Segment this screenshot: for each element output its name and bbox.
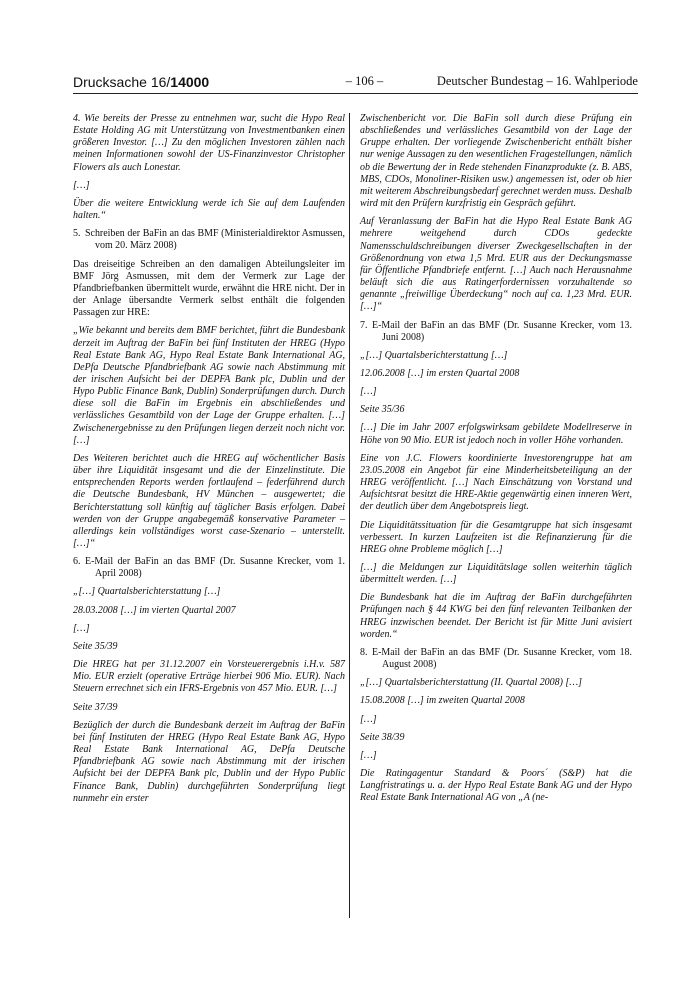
- doc-num-a: 16/: [150, 74, 171, 90]
- quoted-paragraph: […]: [73, 622, 90, 634]
- quoted-paragraph: Zwischenbericht vor. Die BaFin soll durch diese Prüfung ein abschließendes und verlässliches Gesamtbild von der Lage der Gruppe erhalten. Der vorliegende Zwischenbericht enthält bisher nur wenige Aussagen zu den wesentlichen Fragestellungen, nämlich ob die Bewertung der in Rede stehenden Finanzprodukte (z. B. ABS, MBS, CDOs, Monoliner-Risiken usw.) angemessen ist, oder ob hier mit weiterem Abschreibungsbedarf gerechnet werden muss. Deshalb wird mit den Prüfern kurzfristig ein Gespräch geführt.: [360, 113, 632, 210]
- item-number: 8.: [360, 646, 368, 658]
- quoted-paragraph: […]: [360, 749, 377, 761]
- page-header: [73, 74, 638, 92]
- quoted-paragraph: Bezüglich der durch die Bundesbank derzeit im Auftrag der BaFin bei fünf Instituten der HREG (Hypo Real Estate Bank AG, Hypo Real Estate Bank International AG, DePfa Deutsche Pfandbriefbank AG sowie nach Abstimmung mit der irischen Aufsicht bei der DEPFA Bank plc, Dublin und der Hypo Public Finance Bank, Dublin) durchgeführten Sonderprüfung liegt nunmehr ein erster: [73, 719, 345, 804]
- quoted-paragraph: 12.06.2008 […] im ersten Quartal 2008: [360, 367, 520, 379]
- left-column: [73, 113, 345, 811]
- item-text: Schreiben der BaFin an das BMF (Ministerialdirektor Asmussen, vom 20. März 2008): [85, 228, 345, 252]
- numbered-item: [73, 556, 345, 580]
- publisher: Deutscher Bundestag – 16. Wahlperiode: [436, 74, 638, 88]
- quoted-paragraph: […]: [360, 713, 377, 725]
- column-divider: [349, 113, 350, 918]
- quoted-paragraph: „Wie bekannt und bereits dem BMF berichtet, führt die Bundesbank derzeit im Auftrag der BaFin bei fünf Instituten der HREG (Hypo Real Estate Bank AG, Hypo Real Estate Bank International AG, DePfa Deutsche Pfandbriefbank AG sowie nach Abstimmung mit der irischen Aufsicht bei der DEPFA Bank plc, Dublin und der Hypo Public Finance Bank, Dublin) Sonderprüfungen durch. Durch diese soll die BaFin im Ergebnis ein abschließendes und verlässliches Gesamtbild von der Lage der Gruppe erhalten. […] Zwischenergebnisse zu den Prüfungen liegen derzeit noch nicht vor. […]: [73, 325, 345, 446]
- quoted-paragraph: „[…] Quartalsberichterstattung (II. Quartal 2008) […]: [360, 677, 582, 689]
- numbered-item: [360, 647, 632, 671]
- header-rule: [73, 93, 638, 94]
- quoted-paragraph: Eine von J.C. Flowers koordinierte Investorengruppe hat am 23.05.2008 ein Angebot für eine Minderheitsbeteiligung an der HREG veröffentlicht. […] Nach Einschätzung von Vorstand und Aufsichtsrat besitzt die HRE-Aktie gegenwärtig einen inneren Wert, der deutlich über dem Angebotspreis liegt.: [360, 452, 632, 513]
- quoted-paragraph: […] die Meldungen zur Liquiditätslage sollen weiterhin täglich übermittelt werden. […]: [360, 562, 632, 586]
- numbered-item: [360, 320, 632, 344]
- quoted-paragraph: Die Bundesbank hat die im Auftrag der BaFin durchgeführten Prüfungen nach § 44 KWG bei den fünf relevanten Teilbanken der HREG inzwischen beendet. Der Bericht ist für Mitte Juni avisiert worden.“: [360, 592, 632, 640]
- quoted-paragraph: Seite 37/39: [73, 701, 118, 713]
- right-column: [360, 113, 632, 811]
- quoted-paragraph: 28.03.2008 […] im vierten Quartal 2007: [73, 604, 236, 616]
- doc-prefix: Drucksache: [73, 74, 147, 90]
- quoted-paragraph: „[…] Quartalsberichterstattung […]: [360, 349, 508, 361]
- quoted-paragraph: Die HREG hat per 31.12.2007 ein Vorsteuerergebnis i.H.v. 587 Mio. EUR erzielt (operative Erträge hierbei 906 Mio. EUR). Nach Steuern errechnet sich ein IFRS-Ergebnis von 457 Mio. EUR. […]: [73, 659, 345, 695]
- page-number: – 106 –: [345, 74, 384, 88]
- item-number: 7.: [360, 319, 368, 331]
- item-text: E-Mail der BaFin an das BMF (Dr. Susanne Krecker, vom 1. April 2008): [85, 556, 345, 580]
- quoted-paragraph: Des Weiteren berichtet auch die HREG auf wöchentlicher Basis über ihre Liquidität insgesamt und die der Einzelinstitute. Die entsprechenden Reports werden fortlaufend – federführend durch die Deutsche Bundesbank, HV München – ausgewertet; die Berichterstattung soll künftig auf täglicher Basis erfolgen. Dabei werden von der Gruppe angabegemäß konservative Parameter – allerdings kein vollständiges worst case-Szenario – unterstellt. […]“: [73, 452, 345, 549]
- quoted-paragraph: Seite 35/36: [360, 404, 405, 416]
- paragraph: Das dreiseitige Schreiben an den damaligen Abteilungsleiter im BMF Jörg Asmussen, mit dem der Vermerk zur Lage der Pfandbriefbanken übermittelt wurde, erwähnt die HRE nicht. Der in der Anlage übersandte Vermerk selbst enthält die folgenden Passagen zur HRE:: [73, 258, 345, 319]
- quoted-paragraph: 15.08.2008 […] im zweiten Quartal 2008: [360, 695, 525, 707]
- item-text: E-Mail der BaFin an das BMF (Dr. Susanne Krecker, vom 13. Juni 2008): [372, 319, 632, 343]
- quoted-paragraph: Über die weitere Entwicklung werde ich Sie auf dem Laufenden halten.“: [73, 197, 345, 222]
- doc-num-b: 14000: [170, 74, 210, 90]
- item-number: 5.: [73, 228, 81, 240]
- quoted-paragraph: Die Ratingagentur Standard & Poors´ (S&P) hat die Langfristratings u. a. der Hypo Real Estate Bank AG und der Hypo Real Estate Bank International AG von „A (ne-: [360, 768, 632, 804]
- quoted-paragraph: Seite 35/39: [73, 640, 118, 652]
- item-text: E-Mail der BaFin an das BMF (Dr. Susanne Krecker, vom 18. August 2008): [372, 646, 632, 671]
- item-number: 6.: [73, 556, 81, 568]
- quoted-paragraph: Auf Veranlassung der BaFin hat die Hypo Real Estate Bank AG mehrere weitgehend durch CDOs gedeckte Namensschuldschreibungen diverser Zweckgesellschaften in der Größenordnung von etwa 1,5 Mrd. EUR aus der Deckungsmasse für Öffentliche Pfandbriefe entfernt. […] Auch nach Herausnahme beläuft sich die aus Ratingerfordernissen vorzuhaltende so genannte „freiwillige Überdeckung“ noch auf ca. 1,23 Mrd. EUR. […]“: [360, 216, 632, 313]
- quoted-paragraph: […] Die im Jahr 2007 erfolgswirksam gebildete Modellreserve in Höhe von 90 Mio. EUR ist jedoch noch in voller Höhe vorhanden.: [360, 422, 632, 446]
- numbered-item: [73, 228, 345, 252]
- quoted-paragraph: „[…] Quartalsberichterstattung […]: [73, 586, 221, 598]
- quoted-paragraph: Seite 38/39: [360, 731, 405, 743]
- quoted-paragraph: […]: [73, 179, 90, 191]
- quoted-paragraph: […]: [360, 386, 377, 398]
- quoted-paragraph: 4. Wie bereits der Presse zu entnehmen war, sucht die Hypo Real Estate Holding AG mit Unterstützung von Investmentbanken einen größeren Investor. […] Zu den möglichen Investoren zählen nach meinen Informationen sowohl der US-Finanzinvestor Christopher Flowers als auch Lonestar.: [73, 113, 345, 173]
- quoted-paragraph: Die Liquiditätssituation für die Gesamtgruppe hat sich insgesamt verbessert. In kurzen Laufzeiten ist die Refinanzierung für die HREG ohne Probleme möglich […]: [360, 519, 632, 555]
